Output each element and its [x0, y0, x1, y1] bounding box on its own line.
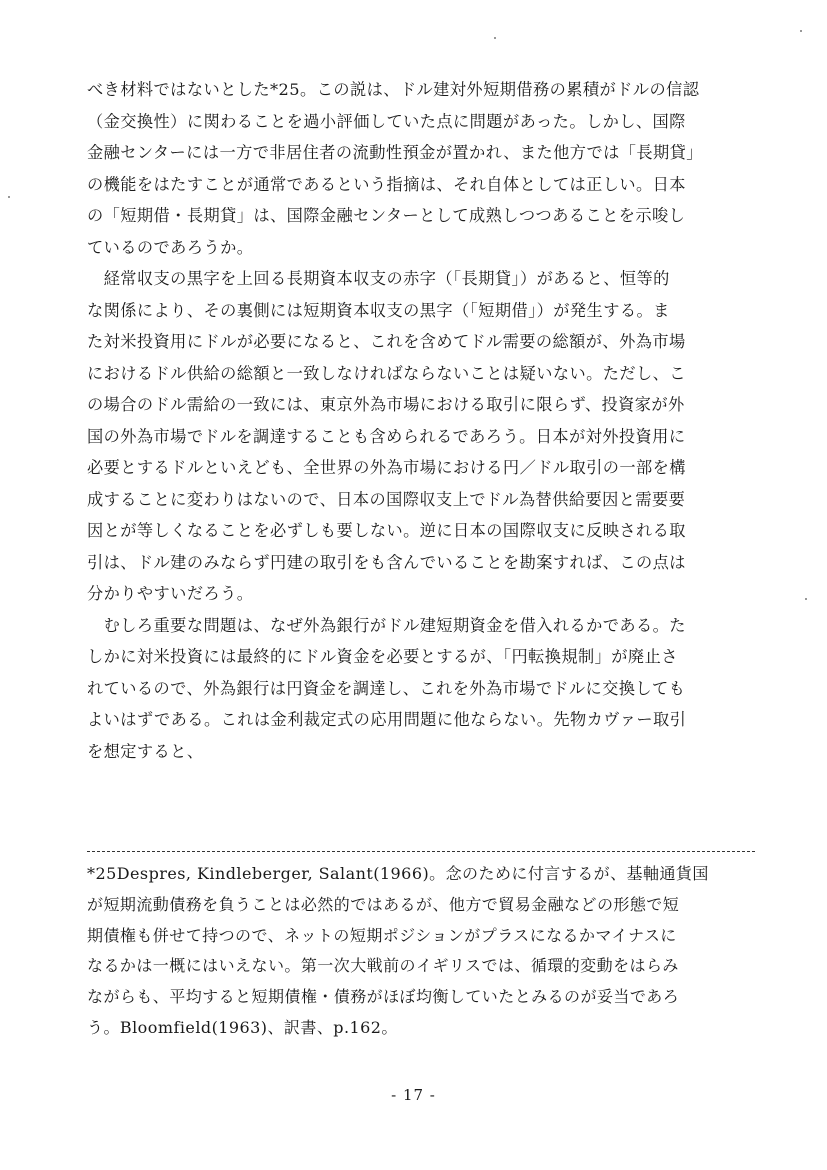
footnote: [87, 859, 755, 1044]
page-number: - 17 -: [391, 1086, 436, 1104]
body-line: むしろ重要な問題は、なぜ外為銀行がドル建短期資金を借入れるかである。た: [87, 615, 686, 635]
body-line: た対米投資用にドルが必要になると、これを含めてドル需要の総額が、外為市場: [87, 332, 686, 351]
body-line: べき材料ではないとした*25。この説は、ドル建対外短期借務の累積がドルの信認: [87, 80, 700, 99]
scan-speck: [8, 196, 10, 198]
body-line: 必要とするドルといえども、全世界の外為市場における円／ドル取引の一部を構: [87, 458, 686, 477]
footnote-line: ながらも、平均すると短期債権・債務がほぼ均衡していたとみるのが妥当であろ: [87, 987, 680, 1007]
body-line: 因とが等しくなることを必ずしも要しない。逆に日本の国際収支に反映される取: [87, 521, 686, 540]
body-line: の「短期借・長期貸」は、国際金融センターとして成熟しつつあることを示唆し: [87, 206, 686, 225]
footnote-separator: [87, 851, 755, 852]
body-text: [87, 74, 755, 767]
footnote-line: が短期流動債務を負うことは必然的ではあるが、他方で貿易金融などの形態で短: [87, 894, 680, 914]
body-line: よいはずである。これは金利裁定式の応用問題に他ならない。先物カヴァー取引: [87, 710, 687, 729]
body-line: （金交換性）に関わることを過小評価していた点に問題があった。しかし、国際: [87, 111, 686, 131]
body-line: を想定すると、: [87, 741, 204, 761]
body-line: 成することに変わりはないので、日本の国際収支上でドル為替供給要因と需要要: [87, 489, 686, 509]
footnote-line: う。Bloomfield(1963)、訳書、p.162。: [87, 1017, 398, 1037]
body-line: におけるドル供給の総額と一致しなければならないことは疑いない。ただし、こ: [87, 363, 686, 383]
scan-speck: [800, 30, 802, 32]
body-line: れているので、外為銀行は円資金を調達し、これを外為市場でドルに交換しても: [87, 678, 686, 698]
body-line: の場合のドル需給の一致には、東京外為市場における取引に限らず、投資家が外: [87, 395, 685, 414]
body-line: ているのであろうか。: [87, 237, 254, 257]
scan-speck: [805, 598, 807, 600]
body-line: 分かりやすいだろう。: [87, 584, 254, 603]
body-line: 経常収支の黒字を上回る長期資本収支の赤字（「長期貸」）があると、恒等的: [87, 269, 670, 288]
body-line: の機能をはたすことが通常であるという指摘は、それ自体としては正しい。日本: [87, 174, 686, 194]
body-line: な関係により、その裏側には短期資本収支の黒字（「短期借」）が発生する。ま: [87, 300, 670, 320]
footnote-line: 期債権も併せて持つので、ネットの短期ポジションがプラスになるかマイナスに: [87, 925, 677, 945]
body-line: 金融センターには一方で非居住者の流動性預金が置かれ、また他方では「長期貸」: [87, 143, 703, 162]
scan-speck: [494, 37, 496, 39]
body-line: 国の外為市場でドルを調達することも含められるであろう。日本が対外投資用に: [87, 426, 686, 446]
body-line: 引は、ドル建のみならず円建の取引をも含んでいることを勘案すれば、この点は: [87, 552, 686, 572]
footnote-line: なるかは一概にはいえない。第一次大戦前のイギリスでは、循環的変動をはらみ: [87, 956, 679, 976]
footnote-line: *25Despres, Kindleberger, Salant(1966)。念のために付言するが、基軸通貨国: [87, 864, 709, 883]
body-line: しかに対米投資には最終的にドル資金を必要とするが、「円転換規制」が廃止さ: [87, 647, 678, 666]
